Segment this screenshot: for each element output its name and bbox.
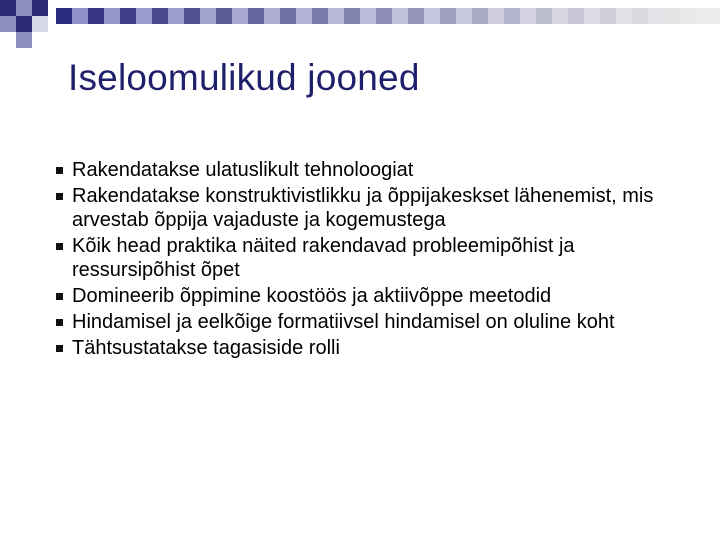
bullet-item [56, 234, 696, 282]
checker-square [648, 8, 664, 24]
checker-square [296, 8, 312, 24]
bullet-item [56, 184, 696, 232]
checker-square [232, 8, 248, 24]
checker-square [248, 8, 264, 24]
bullet-text: Domineerib õppimine koostöös ja aktiivõppe meetodid [72, 285, 552, 307]
bullet-text: Rakendatakse ulatuslikult tehnoloogiat [72, 159, 414, 181]
checker-square [264, 8, 280, 24]
bullet-text: Kõik head praktika näited rakendavad probleemipõhist ja ressursipõhist õpet [72, 235, 575, 281]
checker-square [600, 8, 616, 24]
checker-square [488, 8, 504, 24]
bullet-item [56, 336, 696, 360]
checker-square [328, 8, 344, 24]
square-bullet-icon [56, 319, 63, 326]
bullet-text: Tähtsustatakse tagasiside rolli [72, 337, 340, 359]
checker-square [216, 8, 232, 24]
checker-square [584, 8, 600, 24]
square-bullet-icon [56, 243, 63, 250]
checker-square [168, 8, 184, 24]
checker-square [88, 8, 104, 24]
checker-square [392, 8, 408, 24]
checker-square [376, 8, 392, 24]
checker-square [120, 8, 136, 24]
bullet-item [56, 310, 696, 334]
checker-square [280, 8, 296, 24]
checker-square [456, 8, 472, 24]
checker-square [72, 8, 88, 24]
checker-square [696, 8, 712, 24]
checker-square [632, 8, 648, 24]
checker-square [312, 8, 328, 24]
checker-square [472, 8, 488, 24]
checker-square [536, 8, 552, 24]
checker-square [360, 8, 376, 24]
square-bullet-icon [56, 293, 63, 300]
slide-title: Iseloomulikud jooned [68, 57, 420, 98]
checker-square [712, 8, 720, 24]
checker-square [680, 8, 696, 24]
checker-square [664, 8, 680, 24]
bullet-list [56, 158, 696, 362]
checker-square [568, 8, 584, 24]
bullet-item [56, 158, 696, 182]
checker-square [152, 8, 168, 24]
square-bullet-icon [56, 193, 63, 200]
checker-square [184, 8, 200, 24]
checker-square [408, 8, 424, 24]
bullet-text: Rakendatakse konstruktivistlikku ja õppijakeskset lähenemist, mis arvestab õppija vajaduste ja kogemustega [72, 185, 654, 231]
checker-square [424, 8, 440, 24]
checker-strip-decoration [0, 0, 720, 48]
checker-square [136, 8, 152, 24]
checker-square [520, 8, 536, 24]
checker-square [440, 8, 456, 24]
bullet-item [56, 284, 696, 308]
checker-square [56, 8, 72, 24]
square-bullet-icon [56, 345, 63, 352]
checker-square [616, 8, 632, 24]
bullet-text: Hindamisel ja eelkõige formatiivsel hindamisel on oluline koht [72, 311, 615, 333]
checker-square [344, 8, 360, 24]
checker-square [200, 8, 216, 24]
checker-square [104, 8, 120, 24]
square-bullet-icon [56, 167, 63, 174]
checker-square [504, 8, 520, 24]
checker-square [552, 8, 568, 24]
